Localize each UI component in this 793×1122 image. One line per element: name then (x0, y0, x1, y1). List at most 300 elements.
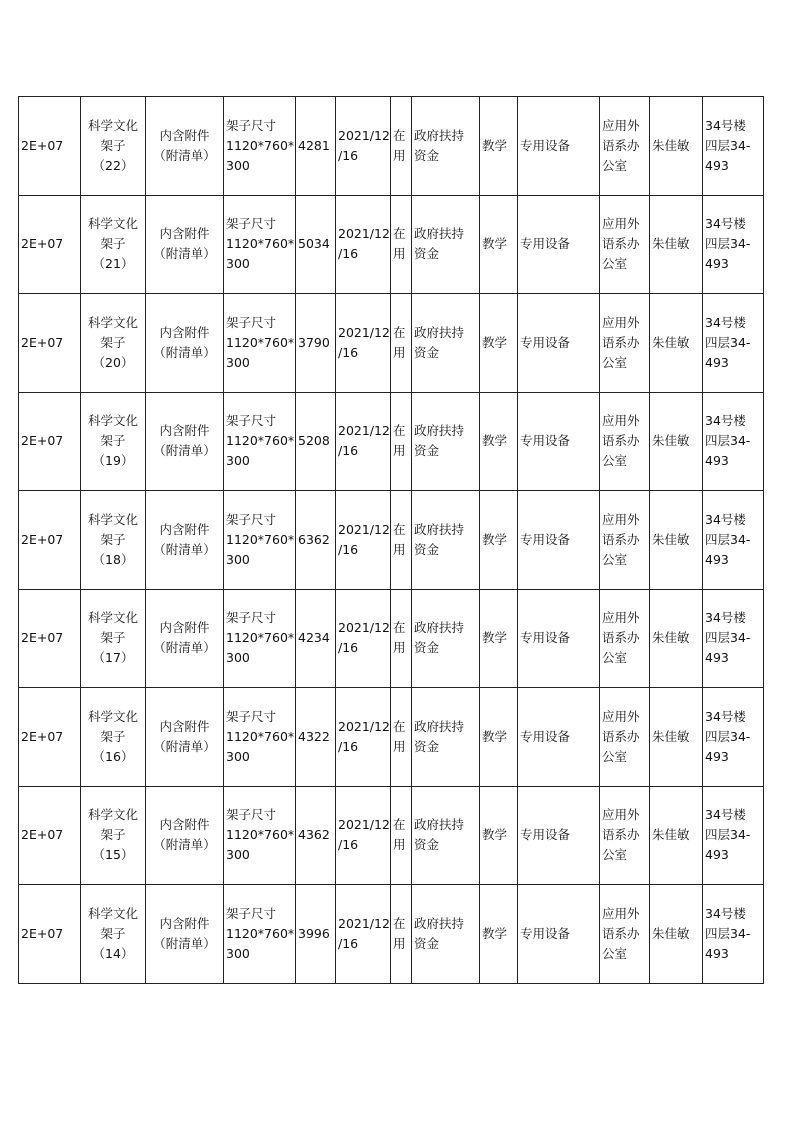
spec-cell-line: 300 (226, 354, 250, 370)
status-cell-line: 用 (393, 935, 406, 951)
asset-name-cell-line: （19） (92, 453, 134, 469)
asset-name-cell-line: （18） (92, 551, 134, 567)
asset-name-cell-line: 架子 (100, 728, 126, 744)
category-cell: 专用设备 (518, 589, 600, 688)
attachment-note-cell (146, 491, 224, 590)
asset-name-cell-line: 架子 (100, 236, 126, 252)
location-cell-line: 493 (705, 157, 729, 173)
location-cell-line: 四层34- (705, 334, 751, 350)
price-cell: 5034 (296, 195, 336, 294)
attachment-note-cell (146, 786, 224, 885)
status-cell-line: 在 (393, 226, 406, 242)
usage-cell: 教学 (480, 491, 518, 590)
status-cell-line: 用 (393, 640, 406, 656)
department-cell (600, 392, 650, 491)
spec-cell-line: 300 (226, 650, 250, 666)
location-cell-line: 34号楼 (705, 216, 746, 232)
spec-cell-line: 300 (226, 847, 250, 863)
date-cell-line: /16 (338, 640, 359, 656)
table-row (19, 589, 764, 688)
department-cell (600, 491, 650, 590)
status-cell (391, 195, 412, 294)
table-row (19, 195, 764, 294)
status-cell-line: 在 (393, 817, 406, 833)
attachment-note-cell (146, 97, 224, 196)
date-cell (336, 589, 391, 688)
department-cell-line: 语系办 (602, 531, 640, 547)
date-cell (336, 786, 391, 885)
asset-name-cell (81, 392, 146, 491)
spec-cell-line: 1120*760* (226, 236, 295, 252)
attachment-note-cell (146, 392, 224, 491)
spec-cell-line: 1120*760* (226, 827, 295, 843)
attachment-note-cell-line: （附清单） (153, 837, 216, 853)
spec-cell-line: 1120*760* (226, 137, 295, 153)
fund-source-cell-line: 资金 (414, 541, 440, 557)
asset-code-cell: 2E+07 (19, 786, 81, 885)
asset-name-cell-line: 科学文化 (87, 708, 138, 724)
status-cell (391, 392, 412, 491)
location-cell-line: 四层34- (705, 137, 751, 153)
location-cell-line: 34号楼 (705, 610, 746, 626)
spec-cell-line: 300 (226, 157, 250, 173)
asset-name-cell (81, 786, 146, 885)
spec-cell (224, 491, 296, 590)
attachment-note-cell-line: （附清单） (153, 738, 216, 754)
location-cell (703, 97, 764, 196)
asset-name-cell-line: 科学文化 (87, 511, 138, 527)
fund-source-cell-line: 政府扶持 (414, 620, 465, 636)
spec-cell (224, 392, 296, 491)
price-cell: 4281 (296, 97, 336, 196)
status-cell-line: 用 (393, 147, 406, 163)
department-cell-line: 应用外 (602, 610, 640, 626)
fund-source-cell-line: 资金 (414, 147, 440, 163)
custodian-cell: 朱佳敏 (650, 97, 703, 196)
location-cell-line: 493 (705, 748, 729, 764)
category-cell: 专用设备 (518, 294, 600, 393)
asset-name-cell (81, 885, 146, 984)
attachment-note-cell (146, 589, 224, 688)
status-cell (391, 885, 412, 984)
fund-source-cell-line: 政府扶持 (414, 718, 465, 734)
category-cell: 专用设备 (518, 688, 600, 787)
department-cell (600, 97, 650, 196)
spec-cell-line: 1120*760* (226, 925, 295, 941)
status-cell-line: 在 (393, 620, 406, 636)
status-cell-line: 用 (393, 246, 406, 262)
attachment-note-cell-line: （附清单） (153, 147, 216, 163)
table-row (19, 688, 764, 787)
location-cell-line: 34号楼 (705, 905, 746, 921)
date-cell (336, 294, 391, 393)
location-cell (703, 885, 764, 984)
usage-cell: 教学 (480, 688, 518, 787)
department-cell-line: 语系办 (602, 334, 640, 350)
date-cell-line: 2021/12 (338, 226, 390, 242)
fund-source-cell-line: 政府扶持 (414, 324, 465, 340)
date-cell (336, 392, 391, 491)
department-cell-line: 公室 (602, 354, 628, 370)
attachment-note-cell-line: 内含附件 (159, 915, 210, 931)
category-cell: 专用设备 (518, 885, 600, 984)
location-cell-line: 34号楼 (705, 413, 746, 429)
fund-source-cell (412, 195, 480, 294)
department-cell-line: 公室 (602, 256, 628, 272)
spec-cell-line: 架子尺寸 (226, 216, 277, 232)
asset-name-cell-line: 科学文化 (87, 905, 138, 921)
table-row (19, 491, 764, 590)
fund-source-cell (412, 294, 480, 393)
price-cell: 3790 (296, 294, 336, 393)
department-cell-line: 公室 (602, 551, 628, 567)
fund-source-cell-line: 政府扶持 (414, 423, 465, 439)
attachment-note-cell-line: 内含附件 (159, 127, 210, 143)
category-cell: 专用设备 (518, 786, 600, 885)
location-cell-line: 四层34- (705, 925, 751, 941)
date-cell-line: 2021/12 (338, 620, 390, 636)
asset-code-cell: 2E+07 (19, 688, 81, 787)
spec-cell (224, 195, 296, 294)
status-cell (391, 786, 412, 885)
date-cell-line: 2021/12 (338, 718, 390, 734)
location-cell (703, 589, 764, 688)
asset-name-cell (81, 97, 146, 196)
asset-name-cell (81, 294, 146, 393)
department-cell (600, 294, 650, 393)
status-cell-line: 用 (393, 738, 406, 754)
location-cell (703, 294, 764, 393)
attachment-note-cell-line: 内含附件 (159, 324, 210, 340)
spec-cell-line: 1120*760* (226, 630, 295, 646)
asset-name-cell (81, 688, 146, 787)
attachment-note-cell (146, 294, 224, 393)
date-cell-line: /16 (338, 738, 359, 754)
location-cell-line: 493 (705, 453, 729, 469)
spec-cell-line: 架子尺寸 (226, 117, 277, 133)
fund-source-cell (412, 491, 480, 590)
status-cell (391, 491, 412, 590)
attachment-note-cell (146, 885, 224, 984)
category-cell: 专用设备 (518, 392, 600, 491)
table-row (19, 294, 764, 393)
date-cell-line: /16 (338, 344, 359, 360)
fund-source-cell-line: 资金 (414, 246, 440, 262)
status-cell-line: 用 (393, 443, 406, 459)
asset-name-cell-line: 科学文化 (87, 314, 138, 330)
asset-name-cell-line: 科学文化 (87, 807, 138, 823)
spec-cell-line: 架子尺寸 (226, 807, 277, 823)
status-cell-line: 在 (393, 718, 406, 734)
attachment-note-cell (146, 195, 224, 294)
department-cell-line: 语系办 (602, 236, 640, 252)
asset-name-cell-line: （17） (92, 650, 134, 666)
date-cell-line: /16 (338, 935, 359, 951)
location-cell-line: 四层34- (705, 728, 751, 744)
attachment-note-cell-line: （附清单） (153, 246, 216, 262)
spec-cell (224, 688, 296, 787)
fund-source-cell (412, 688, 480, 787)
department-cell-line: 应用外 (602, 413, 640, 429)
table-row (19, 885, 764, 984)
date-cell-line: 2021/12 (338, 423, 390, 439)
date-cell-line: 2021/12 (338, 915, 390, 931)
status-cell-line: 用 (393, 541, 406, 557)
usage-cell: 教学 (480, 786, 518, 885)
fund-source-cell (412, 786, 480, 885)
price-cell: 5208 (296, 392, 336, 491)
status-cell (391, 589, 412, 688)
location-cell-line: 34号楼 (705, 708, 746, 724)
department-cell-line: 公室 (602, 650, 628, 666)
status-cell (391, 294, 412, 393)
asset-name-cell-line: 科学文化 (87, 413, 138, 429)
spec-cell-line: 1120*760* (226, 728, 295, 744)
table-row (19, 97, 764, 196)
fund-source-cell-line: 资金 (414, 738, 440, 754)
department-cell (600, 589, 650, 688)
attachment-note-cell (146, 688, 224, 787)
status-cell-line: 在 (393, 521, 406, 537)
department-cell-line: 应用外 (602, 216, 640, 232)
asset-code-cell: 2E+07 (19, 97, 81, 196)
custodian-cell: 朱佳敏 (650, 392, 703, 491)
price-cell: 3996 (296, 885, 336, 984)
spec-cell-line: 300 (226, 453, 250, 469)
department-cell-line: 语系办 (602, 925, 640, 941)
location-cell-line: 34号楼 (705, 807, 746, 823)
asset-name-cell-line: 架子 (100, 925, 126, 941)
department-cell (600, 688, 650, 787)
status-cell-line: 在 (393, 915, 406, 931)
fund-source-cell-line: 资金 (414, 640, 440, 656)
location-cell-line: 34号楼 (705, 511, 746, 527)
asset-name-cell-line: （22） (92, 157, 134, 173)
custodian-cell: 朱佳敏 (650, 589, 703, 688)
category-cell: 专用设备 (518, 195, 600, 294)
fund-source-cell-line: 资金 (414, 344, 440, 360)
attachment-note-cell-line: （附清单） (153, 344, 216, 360)
location-cell-line: 四层34- (705, 531, 751, 547)
status-cell-line: 在 (393, 423, 406, 439)
location-cell-line: 四层34- (705, 827, 751, 843)
spec-cell (224, 97, 296, 196)
usage-cell: 教学 (480, 885, 518, 984)
price-cell: 4234 (296, 589, 336, 688)
location-cell (703, 786, 764, 885)
location-cell-line: 493 (705, 847, 729, 863)
date-cell (336, 195, 391, 294)
spec-cell-line: 300 (226, 748, 250, 764)
department-cell-line: 语系办 (602, 630, 640, 646)
date-cell (336, 97, 391, 196)
asset-name-cell-line: 架子 (100, 531, 126, 547)
custodian-cell: 朱佳敏 (650, 195, 703, 294)
asset-code-cell: 2E+07 (19, 195, 81, 294)
spec-cell-line: 架子尺寸 (226, 708, 277, 724)
price-cell: 4322 (296, 688, 336, 787)
asset-code-cell: 2E+07 (19, 491, 81, 590)
location-cell-line: 四层34- (705, 433, 751, 449)
location-cell-line: 493 (705, 551, 729, 567)
asset-name-cell-line: （21） (92, 256, 134, 272)
asset-name-cell (81, 491, 146, 590)
fund-source-cell-line: 政府扶持 (414, 226, 465, 242)
attachment-note-cell-line: 内含附件 (159, 718, 210, 734)
category-cell: 专用设备 (518, 491, 600, 590)
fund-source-cell-line: 政府扶持 (414, 127, 465, 143)
date-cell (336, 491, 391, 590)
spec-cell (224, 885, 296, 984)
spec-cell-line: 300 (226, 945, 250, 961)
attachment-note-cell-line: （附清单） (153, 541, 216, 557)
asset-code-cell: 2E+07 (19, 294, 81, 393)
location-cell-line: 493 (705, 650, 729, 666)
department-cell-line: 应用外 (602, 511, 640, 527)
usage-cell: 教学 (480, 589, 518, 688)
asset-name-cell-line: 科学文化 (87, 610, 138, 626)
spec-cell-line: 1120*760* (226, 334, 295, 350)
status-cell-line: 在 (393, 324, 406, 340)
department-cell-line: 公室 (602, 945, 628, 961)
location-cell (703, 195, 764, 294)
asset-table-body (19, 97, 764, 984)
asset-name-cell (81, 589, 146, 688)
status-cell-line: 在 (393, 127, 406, 143)
asset-name-cell-line: （16） (92, 748, 134, 764)
attachment-note-cell-line: 内含附件 (159, 423, 210, 439)
date-cell-line: 2021/12 (338, 127, 390, 143)
fund-source-cell (412, 97, 480, 196)
status-cell-line: 用 (393, 837, 406, 853)
spec-cell-line: 300 (226, 256, 250, 272)
date-cell-line: 2021/12 (338, 324, 390, 340)
price-cell: 6362 (296, 491, 336, 590)
usage-cell: 教学 (480, 97, 518, 196)
category-cell: 专用设备 (518, 97, 600, 196)
table-row (19, 392, 764, 491)
location-cell-line: 493 (705, 256, 729, 272)
custodian-cell: 朱佳敏 (650, 294, 703, 393)
department-cell (600, 786, 650, 885)
asset-name-cell-line: （20） (92, 354, 134, 370)
location-cell-line: 493 (705, 945, 729, 961)
date-cell-line: 2021/12 (338, 817, 390, 833)
attachment-note-cell-line: 内含附件 (159, 521, 210, 537)
asset-name-cell-line: （15） (92, 847, 134, 863)
custodian-cell: 朱佳敏 (650, 491, 703, 590)
fund-source-cell (412, 392, 480, 491)
department-cell-line: 语系办 (602, 137, 640, 153)
spec-cell-line: 架子尺寸 (226, 905, 277, 921)
department-cell-line: 语系办 (602, 827, 640, 843)
date-cell-line: /16 (338, 147, 359, 163)
spec-cell (224, 786, 296, 885)
fund-source-cell-line: 资金 (414, 443, 440, 459)
fund-source-cell-line: 政府扶持 (414, 915, 465, 931)
department-cell-line: 语系办 (602, 728, 640, 744)
location-cell-line: 34号楼 (705, 117, 746, 133)
department-cell-line: 应用外 (602, 314, 640, 330)
date-cell-line: 2021/12 (338, 521, 390, 537)
spec-cell-line: 架子尺寸 (226, 610, 277, 626)
spec-cell-line: 1120*760* (226, 433, 295, 449)
asset-name-cell-line: 架子 (100, 137, 126, 153)
date-cell-line: /16 (338, 443, 359, 459)
asset-name-cell-line: 科学文化 (87, 216, 138, 232)
department-cell-line: 公室 (602, 847, 628, 863)
asset-code-cell: 2E+07 (19, 392, 81, 491)
department-cell-line: 应用外 (602, 807, 640, 823)
asset-name-cell-line: 架子 (100, 334, 126, 350)
fund-source-cell-line: 政府扶持 (414, 817, 465, 833)
attachment-note-cell-line: 内含附件 (159, 817, 210, 833)
location-cell (703, 491, 764, 590)
attachment-note-cell-line: 内含附件 (159, 620, 210, 636)
asset-name-cell-line: 科学文化 (87, 117, 138, 133)
attachment-note-cell-line: （附清单） (153, 935, 216, 951)
department-cell-line: 语系办 (602, 433, 640, 449)
location-cell-line: 34号楼 (705, 314, 746, 330)
asset-name-cell-line: 架子 (100, 630, 126, 646)
department-cell (600, 885, 650, 984)
custodian-cell: 朱佳敏 (650, 688, 703, 787)
department-cell-line: 应用外 (602, 708, 640, 724)
asset-code-cell: 2E+07 (19, 885, 81, 984)
date-cell-line: /16 (338, 541, 359, 557)
usage-cell: 教学 (480, 294, 518, 393)
department-cell-line: 应用外 (602, 117, 640, 133)
price-cell: 4362 (296, 786, 336, 885)
asset-name-cell-line: 架子 (100, 827, 126, 843)
department-cell-line: 公室 (602, 748, 628, 764)
fund-source-cell-line: 政府扶持 (414, 521, 465, 537)
spec-cell-line: 300 (226, 551, 250, 567)
spec-cell (224, 589, 296, 688)
asset-name-cell-line: 架子 (100, 433, 126, 449)
attachment-note-cell-line: （附清单） (153, 443, 216, 459)
location-cell-line: 四层34- (705, 630, 751, 646)
date-cell-line: /16 (338, 246, 359, 262)
fund-source-cell-line: 资金 (414, 837, 440, 853)
status-cell-line: 用 (393, 344, 406, 360)
spec-cell-line: 架子尺寸 (226, 413, 277, 429)
fund-source-cell (412, 589, 480, 688)
attachment-note-cell-line: 内含附件 (159, 226, 210, 242)
status-cell (391, 97, 412, 196)
spec-cell (224, 294, 296, 393)
department-cell-line: 公室 (602, 157, 628, 173)
asset-table (18, 96, 764, 984)
custodian-cell: 朱佳敏 (650, 885, 703, 984)
location-cell (703, 392, 764, 491)
attachment-note-cell-line: （附清单） (153, 640, 216, 656)
spec-cell-line: 1120*760* (226, 531, 295, 547)
department-cell-line: 应用外 (602, 905, 640, 921)
table-row (19, 786, 764, 885)
fund-source-cell-line: 资金 (414, 935, 440, 951)
spec-cell-line: 架子尺寸 (226, 511, 277, 527)
department-cell-line: 公室 (602, 453, 628, 469)
location-cell-line: 四层34- (705, 236, 751, 252)
usage-cell: 教学 (480, 195, 518, 294)
location-cell-line: 493 (705, 354, 729, 370)
asset-name-cell (81, 195, 146, 294)
department-cell (600, 195, 650, 294)
date-cell (336, 885, 391, 984)
asset-code-cell: 2E+07 (19, 589, 81, 688)
fund-source-cell (412, 885, 480, 984)
